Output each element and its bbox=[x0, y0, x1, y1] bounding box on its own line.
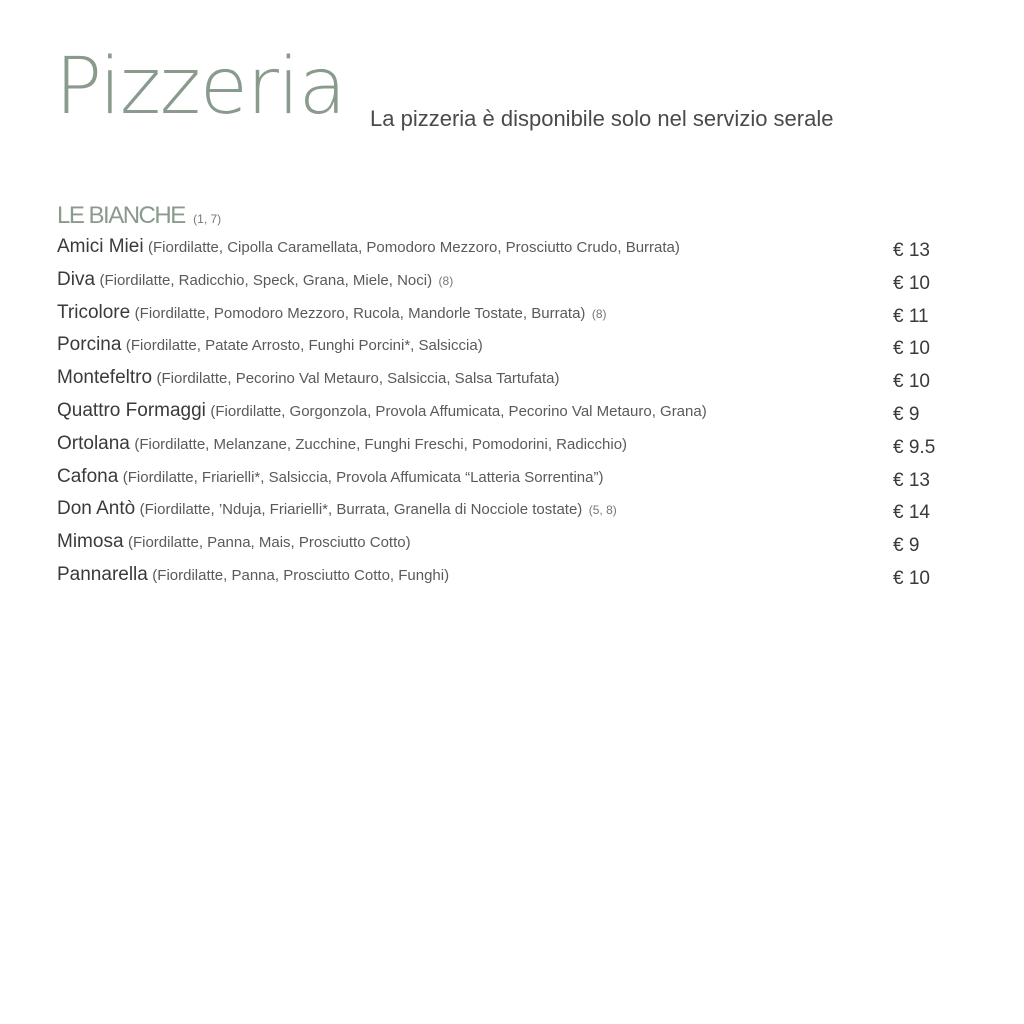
menu-item bbox=[57, 564, 957, 597]
item-name: Diva bbox=[57, 268, 96, 290]
item-name: Mimosa bbox=[57, 531, 124, 553]
section-header bbox=[57, 202, 221, 230]
item-price: € 9 bbox=[893, 535, 920, 557]
page-title: Pizzeria bbox=[55, 42, 346, 132]
item-price: € 11 bbox=[893, 305, 929, 327]
section-allergens-note: (1, 7) bbox=[193, 212, 222, 226]
page-subtitle: La pizzeria è disponibile solo nel servizio serale bbox=[370, 106, 834, 131]
menu-item bbox=[57, 498, 957, 531]
item-allergens: (8) bbox=[591, 306, 607, 321]
menu-item bbox=[57, 466, 957, 499]
item-ingredients: (Fiordilatte, Panna, Mais, Prosciutto Cotto) bbox=[127, 534, 411, 552]
item-price: € 9 bbox=[893, 403, 920, 425]
item-ingredients: (Fiordilatte, Cipolla Caramellata, Pomodoro Mezzoro, Prosciutto Crudo, Burrata) bbox=[148, 239, 680, 256]
item-ingredients: (Fiordilatte, Radicchio, Speck, Grana, Miele, Noci) bbox=[99, 271, 433, 289]
menu-list bbox=[57, 236, 957, 597]
menu-item bbox=[57, 367, 957, 400]
item-name: Cafona bbox=[57, 465, 119, 487]
item-price: € 10 bbox=[893, 272, 930, 294]
item-name: Montefeltro bbox=[57, 367, 153, 389]
item-ingredients: (Fiordilatte, Patate Arrosto, Funghi Porcini*, Salsiccia) bbox=[125, 337, 483, 355]
item-ingredients: (Fiordilatte, Pomodoro Mezzoro, Rucola, Mandorle Tostate, Burrata) bbox=[134, 304, 586, 322]
item-price: € 14 bbox=[893, 502, 930, 524]
item-ingredients: (Fiordilatte, Pecorino Val Metauro, Salsiccia, Salsa Tartufata) bbox=[156, 370, 560, 388]
item-name: Tricolore bbox=[57, 301, 131, 323]
menu-item bbox=[57, 302, 957, 335]
item-name: Ortolana bbox=[57, 432, 130, 454]
item-name: Porcina bbox=[57, 334, 122, 356]
item-price: € 10 bbox=[893, 338, 930, 360]
item-ingredients: (Fiordilatte, Melanzane, Zucchine, Funghi Freschi, Pomodorini, Radicchio) bbox=[134, 435, 628, 453]
item-price: € 13 bbox=[893, 469, 930, 491]
menu-item bbox=[57, 334, 957, 367]
item-price: € 13 bbox=[893, 240, 930, 261]
menu-item bbox=[57, 433, 957, 466]
item-name: Amici Miei bbox=[57, 236, 144, 257]
item-price: € 9.5 bbox=[893, 436, 936, 458]
menu-item bbox=[57, 400, 957, 433]
item-ingredients: (Fiordilatte, Friarielli*, Salsiccia, Provola Affumicata “Latteria Sorrentina”) bbox=[122, 468, 604, 486]
item-ingredients: (Fiordilatte, Panna, Prosciutto Cotto, Funghi) bbox=[152, 566, 450, 584]
menu-item bbox=[57, 531, 957, 564]
item-allergens: (5, 8) bbox=[588, 503, 617, 518]
item-price: € 10 bbox=[893, 371, 930, 393]
section-title: LE BIANCHE bbox=[57, 202, 185, 229]
item-allergens: (8) bbox=[438, 273, 454, 288]
item-ingredients: (Fiordilatte, ’Nduja, Friarielli*, Burrata, Granella di Nocciole tostate) bbox=[139, 501, 583, 519]
menu-item bbox=[57, 269, 957, 302]
item-name: Don Antò bbox=[57, 498, 136, 520]
menu-item bbox=[57, 236, 957, 269]
item-name: Pannarella bbox=[57, 563, 148, 585]
item-name: Quattro Formaggi bbox=[57, 399, 206, 421]
item-ingredients: (Fiordilatte, Gorgonzola, Provola Affumicata, Pecorino Val Metauro, Grana) bbox=[210, 402, 707, 420]
item-price: € 10 bbox=[893, 567, 930, 589]
